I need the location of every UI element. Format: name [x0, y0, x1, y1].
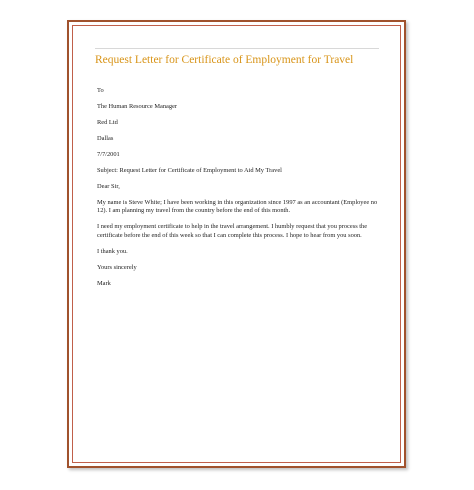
- city-line: Dallas: [97, 135, 114, 142]
- subject-line: Subject: Request Letter for Certificate of Employment to Aid My Travel: [97, 167, 282, 174]
- paragraph-request: I need my employment certificate to help in the travel arrangement. I humbly request that you process the certificate before the end of this week so that I can complete this process. I hope to hear from you soon.: [97, 223, 368, 239]
- to-line: To: [97, 87, 104, 94]
- letter-body: [95, 48, 379, 296]
- closing-line: Yours sincerely: [97, 263, 137, 271]
- letter-title: Request Letter for Certificate of Employment for Travel: [95, 48, 379, 67]
- paragraph-intro: My name is Steve White; I have been working in this organization since 1997 as an accountant (Employee no 12). I am planning my travel from the country before the end of this month.: [97, 199, 378, 215]
- thanks-line: I thank you.: [97, 247, 128, 255]
- date-line: 7/7/2001: [97, 151, 120, 158]
- signature-line: Mark: [97, 279, 111, 287]
- recipient-line: The Human Resource Manager: [97, 103, 178, 110]
- salutation-line: Dear Sir,: [97, 183, 120, 190]
- company-line: Red Ltd: [97, 119, 118, 126]
